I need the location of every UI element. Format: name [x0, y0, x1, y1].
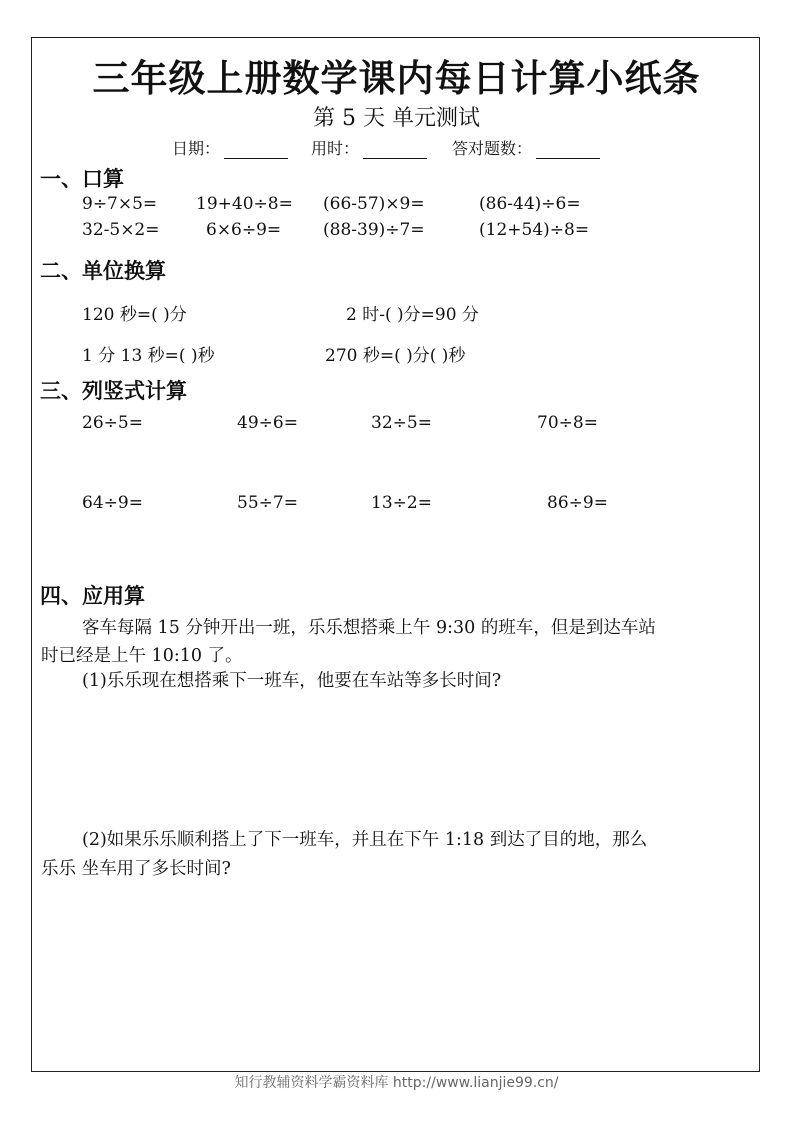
- problem: 9÷7×5=: [82, 194, 158, 214]
- question-2-line1: (2)如果乐乐顺利搭上了下一班车，并且在下午 1:18 到达了目的地，那么: [82, 830, 648, 850]
- score-blank: [536, 142, 600, 159]
- date-field: [172, 136, 288, 159]
- problem: 6×6÷9=: [206, 220, 282, 240]
- question-2-line2: 乐乐 坐车用了多长时间?: [41, 859, 231, 879]
- word-problem-intro-line2: 时已经是上午 10:10 了。: [41, 646, 243, 666]
- division-problem: 55÷7=: [237, 493, 298, 513]
- division-problem: 13÷2=: [371, 493, 432, 513]
- score-field: [452, 136, 600, 159]
- division-problem: 64÷9=: [82, 493, 143, 513]
- conversion-problem: 2 时-( )分=90 分: [346, 305, 479, 325]
- conversion-problem: 270 秒=( )分( )秒: [325, 346, 466, 366]
- division-problem: 26÷5=: [82, 413, 143, 433]
- problem: (12+54)÷8=: [479, 220, 590, 240]
- division-problem: 49÷6=: [237, 413, 298, 433]
- conversion-problem: 1 分 13 秒=( )秒: [82, 346, 215, 366]
- question-1: (1)乐乐现在想搭乘下一班车，他要在车站等多长时间?: [82, 671, 502, 691]
- footer-watermark: 知行教辅资料学霸资料库 http://www.lianjie99.cn/: [234, 1075, 559, 1091]
- page-subtitle: 第 5 天 单元测试: [313, 106, 480, 131]
- section-heading-mental-math: 一、口算: [40, 167, 124, 191]
- section-heading-vertical-calc: 三、列竖式计算: [40, 379, 187, 403]
- time-blank: [363, 142, 427, 159]
- word-problem-intro-line1: 客车每隔 15 分钟开出一班，乐乐想搭乘上午 9:30 的班车，但是到达车站: [82, 618, 656, 638]
- problem: (86-44)÷6=: [479, 194, 581, 214]
- division-problem: 86÷9=: [547, 493, 608, 513]
- problem: 32-5×2=: [82, 220, 160, 240]
- time-field: [311, 136, 427, 159]
- page-title: 三年级上册数学课内每日计算小纸条: [92, 57, 701, 100]
- problem: (88-39)÷7=: [323, 220, 425, 240]
- score-label: 答对题数：: [452, 139, 533, 158]
- section-heading-unit-conversion: 二、单位换算: [40, 259, 166, 283]
- problem: (66-57)×9=: [323, 194, 425, 214]
- problem: 19+40÷8=: [196, 194, 293, 214]
- division-problem: 32÷5=: [371, 413, 432, 433]
- time-label: 用时：: [311, 139, 360, 158]
- date-label: 日期：: [172, 139, 221, 158]
- page-frame: [31, 37, 760, 1072]
- division-problem: 70÷8=: [537, 413, 598, 433]
- date-blank: [224, 142, 288, 159]
- conversion-problem: 120 秒=( )分: [82, 305, 187, 325]
- section-heading-word-problem: 四、应用算: [40, 584, 145, 608]
